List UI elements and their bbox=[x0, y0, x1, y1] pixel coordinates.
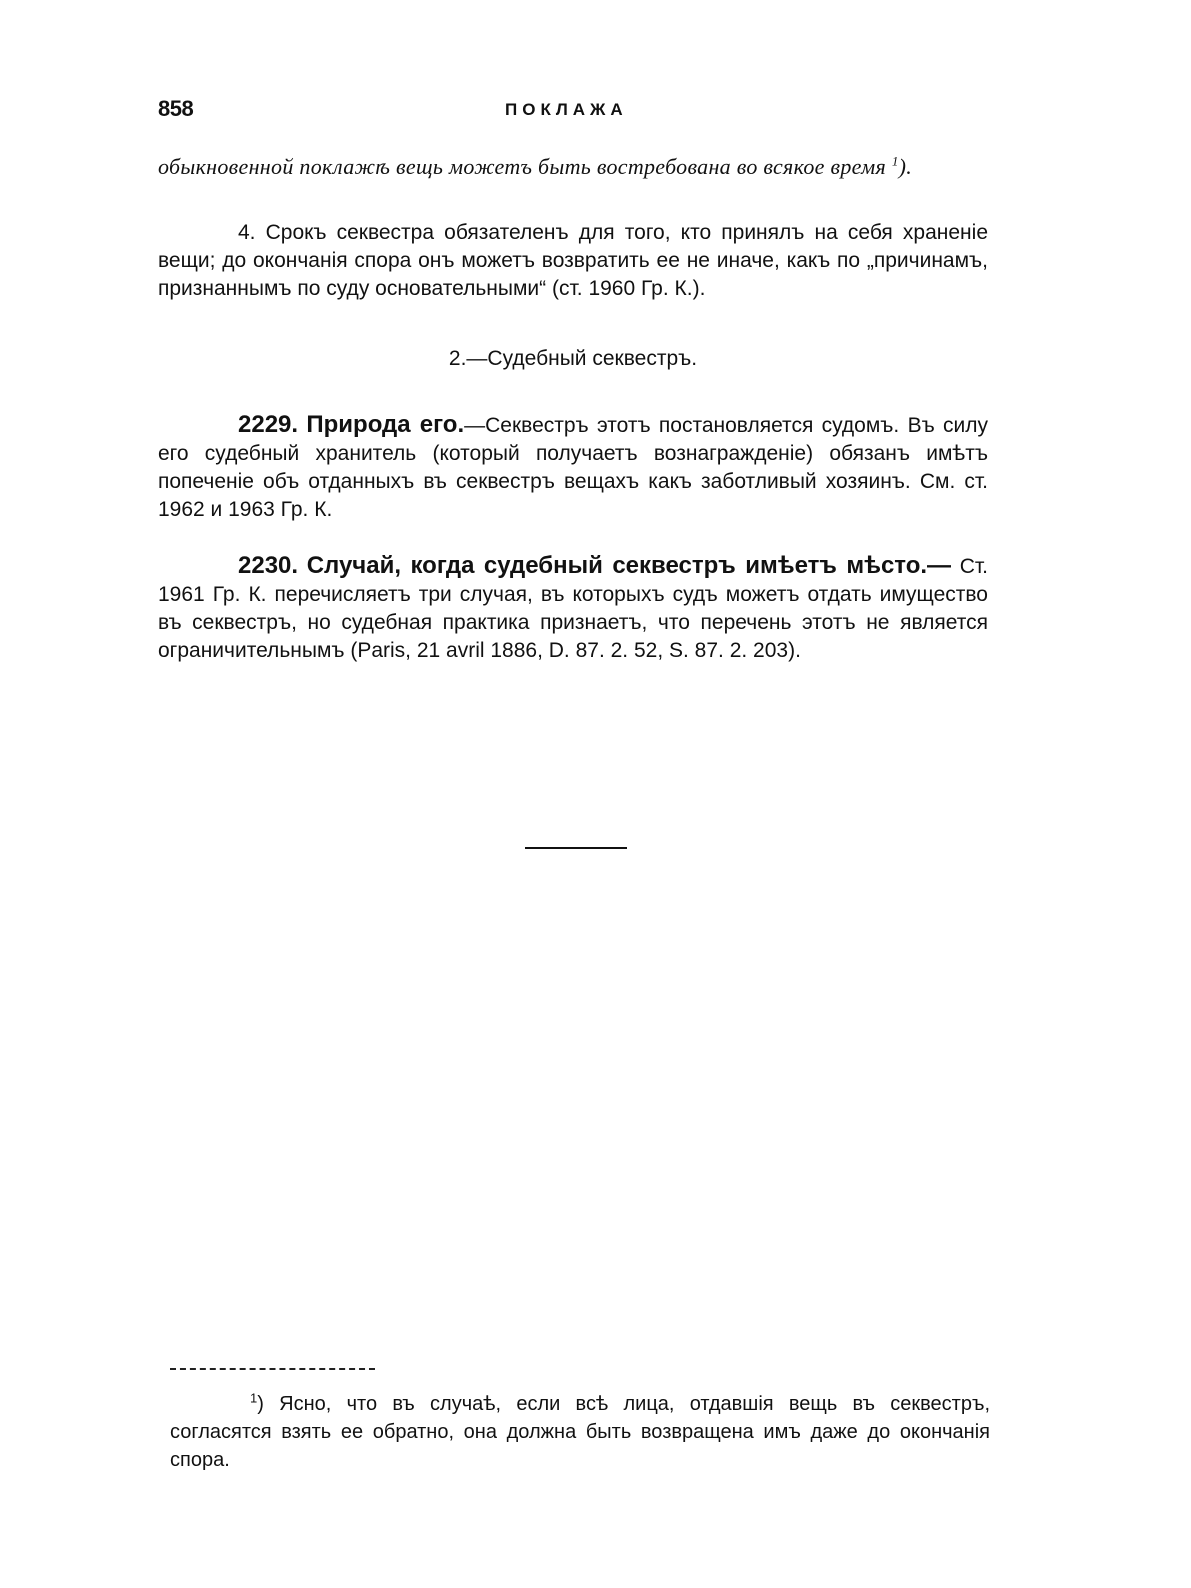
page-body bbox=[158, 152, 988, 665]
footnote-separator bbox=[170, 1368, 375, 1370]
footnote-reference: 1 bbox=[891, 153, 899, 169]
article-2229-title: Природа его. bbox=[306, 411, 465, 438]
section-heading: 2.—Судебный секвестръ. bbox=[448, 347, 698, 370]
continuation-text: обыкновенной поклажѣ вещь можетъ быть востребована во всякое время bbox=[158, 154, 887, 179]
continuation-tail: ). bbox=[898, 154, 913, 179]
article-2229 bbox=[158, 411, 988, 524]
page-number: 858 bbox=[158, 96, 194, 121]
article-2230-title: Случай, когда судебный секвестръ имѣетъ мѣсто.— bbox=[306, 552, 952, 579]
article-2230-number: 2230. bbox=[238, 552, 299, 579]
page-header bbox=[158, 96, 1013, 130]
article-2229-text: —Секвестръ этотъ постановляется судомъ. Въ силу его судебный хранитель (который получаетъ вознагражденіе) обязанъ имѣтъ попеченіе объ отданныхъ въ секвестръ вещахъ какъ заботливый хозяинъ. См. ст. 1962 и 1963 Гр. К. bbox=[158, 414, 988, 521]
paragraph-4: 4. Срокъ секвестра обязателенъ для того, кто принялъ на себя храненіе вещи; до окончанія спора онъ можетъ возвратить ее не иначе, какъ по „причинамъ, признаннымъ по суду основательными“ (ст. 1960 Гр. К.). bbox=[158, 221, 988, 300]
footnote bbox=[170, 1390, 990, 1474]
article-2230-text: Ст. 1961 Гр. К. перечисляетъ три случая, въ которыхъ судъ можетъ отдать имущество въ секвестръ, но судебная практика признаетъ, что перечень этотъ не является ограничительнымъ (Paris, 21 avril 1886, D. 87. 2. 52, S. 87. 2. 203). bbox=[158, 555, 988, 662]
section-end-rule bbox=[525, 847, 627, 849]
continuation-paragraph bbox=[158, 152, 988, 181]
footnote-mark: 1 bbox=[250, 1390, 258, 1406]
article-2229-number: 2229. bbox=[238, 411, 299, 438]
footnote-text: Ясно, что въ случаѣ, если всѣ лица, отдавшія вещь въ секвестръ, согласятся взять ее обратно, она должна быть возвращена имъ даже до окончанія спора. bbox=[170, 1393, 990, 1471]
article-2230 bbox=[158, 552, 988, 665]
footnote-mark-tail: ) bbox=[257, 1393, 264, 1415]
running-title: ПОКЛАЖА bbox=[505, 100, 628, 119]
